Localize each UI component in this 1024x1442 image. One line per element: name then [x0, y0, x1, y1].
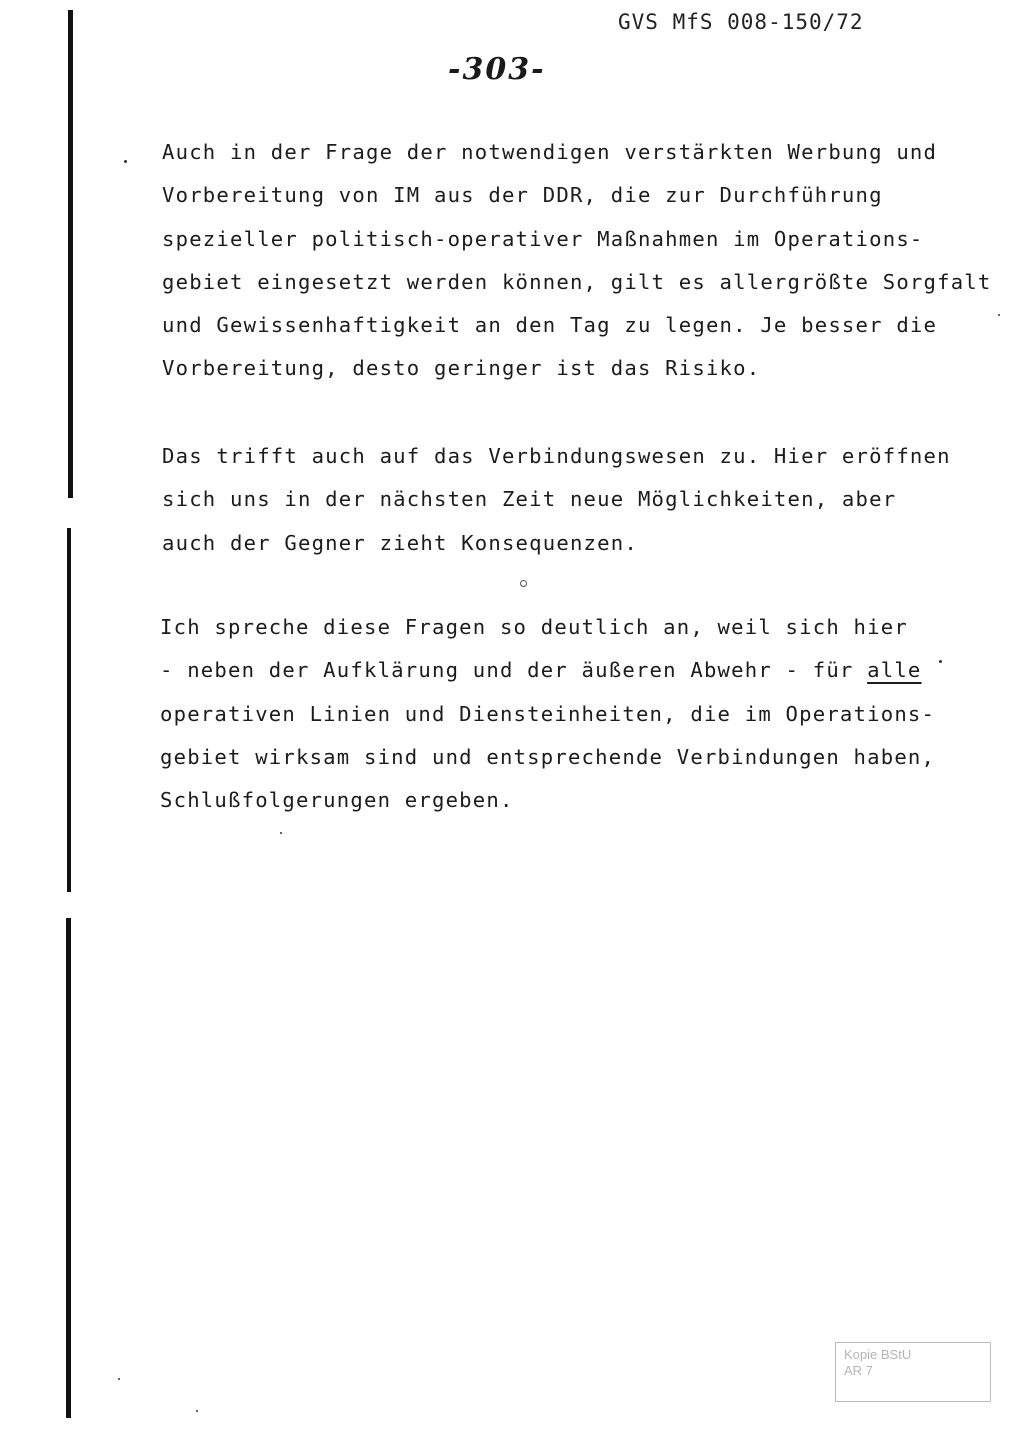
text-line: Schlußfolgerungen ergeben. — [160, 788, 514, 813]
text-line: gebiet eingesetzt werden können, gilt es allergrößte Sorgfalt — [162, 269, 992, 294]
text-line: und Gewissenhaftigkeit an den Tag zu legen. Je besser die — [162, 313, 938, 338]
text-line: Vorbereitung, desto geringer ist das Risiko. — [162, 356, 761, 381]
text-line: gebiet wirksam sind und entsprechende Verbindungen haben, — [160, 744, 936, 769]
text-fragment: - neben der Aufklärung und der äußeren Abwehr - für — [160, 658, 868, 683]
binding-edge — [68, 10, 73, 498]
page-number: -303- — [448, 52, 546, 87]
text-line — [160, 649, 935, 692]
text-line: Das trifft auch auf das Verbindungswesen zu. Hier eröffnen — [162, 444, 951, 468]
scan-speck — [280, 832, 282, 834]
paragraph-3 — [160, 606, 935, 822]
paragraph-1 — [162, 131, 992, 391]
stamp-line: Kopie BStU — [844, 1347, 912, 1362]
scan-speck — [124, 160, 127, 163]
text-line: spezieller politisch-operativer Maßnahmen im Operations- — [162, 226, 924, 251]
text-line: Vorbereitung von IM aus der DDR, die zur Durchführung — [162, 183, 883, 208]
scan-speck — [998, 314, 1000, 316]
scan-speck — [118, 1378, 120, 1380]
stamp-line: AR 7 — [844, 1363, 873, 1378]
archive-stamp — [835, 1342, 991, 1402]
scan-speck — [939, 660, 942, 663]
binding-edge — [67, 528, 71, 892]
binding-edge — [66, 918, 71, 1418]
text-line: operativen Linien und Diensteinheiten, die im Operations- — [160, 701, 936, 726]
file-reference: GVS MfS 008-150/72 — [618, 10, 864, 34]
scan-speck — [196, 1410, 198, 1412]
text-line: auch der Gegner zieht Konsequenzen. — [162, 530, 638, 555]
text-line: Ich spreche diese Fragen so deutlich an, weil sich hier — [160, 615, 908, 639]
scan-speck — [520, 580, 527, 587]
text-line: sich uns in der nächsten Zeit neue Möglichkeiten, aber — [162, 487, 897, 512]
text-line: Auch in der Frage der notwendigen verstärkten Werbung und — [162, 140, 938, 164]
underlined-word: alle — [867, 658, 922, 683]
paragraph-2 — [162, 435, 951, 565]
